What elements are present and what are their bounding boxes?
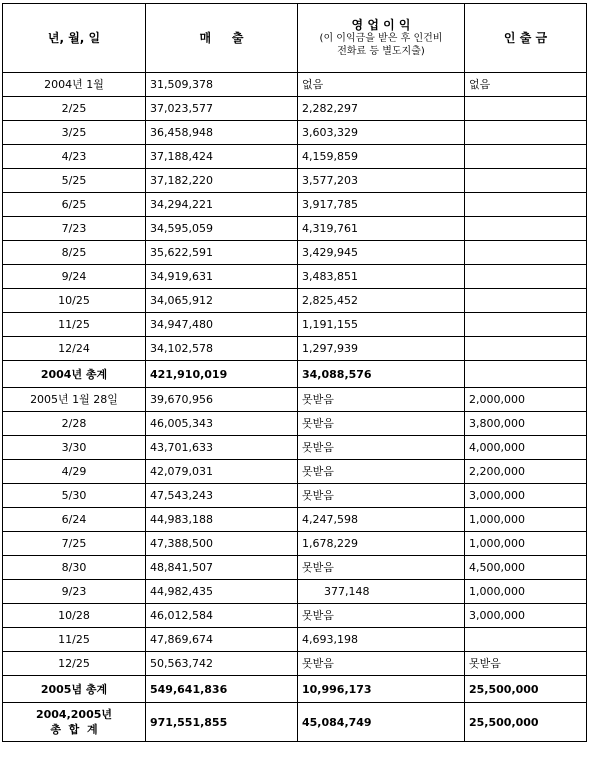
cell-sales: 44,983,188 [146, 508, 298, 532]
cell-date: 11/25 [3, 628, 146, 652]
cell-date: 2/28 [3, 412, 146, 436]
cell-date: 2005념 총계 [3, 676, 146, 703]
table-row [3, 388, 587, 412]
cell-date: 12/24 [3, 337, 146, 361]
header-profit-note-1: (이 이익금을 받은 후 인건비 [319, 32, 443, 44]
cell-withdrawal: 2,000,000 [465, 388, 587, 412]
cell-sales: 44,982,435 [146, 580, 298, 604]
cell-withdrawal [465, 265, 587, 289]
header-withdrawal: 인 출 금 [465, 4, 587, 73]
cell-profit: 2,282,297 [298, 97, 465, 121]
cell-profit: 377,148 [298, 580, 465, 604]
cell-sales: 34,102,578 [146, 337, 298, 361]
cell-profit: 4,319,761 [298, 217, 465, 241]
header-profit [298, 4, 465, 73]
cell-withdrawal: 3,000,000 [465, 484, 587, 508]
cell-withdrawal [465, 145, 587, 169]
cell-withdrawal [465, 169, 587, 193]
total-row-2004 [3, 361, 587, 388]
cell-date: 11/25 [3, 313, 146, 337]
cell-withdrawal [465, 217, 587, 241]
table-row [3, 265, 587, 289]
cell-profit: 10,996,173 [298, 676, 465, 703]
grand-total-row [3, 703, 587, 742]
cell-withdrawal: 4,500,000 [465, 556, 587, 580]
cell-withdrawal [465, 289, 587, 313]
cell-date: 4/29 [3, 460, 146, 484]
cell-sales: 48,841,507 [146, 556, 298, 580]
cell-sales: 46,005,343 [146, 412, 298, 436]
table-row [3, 337, 587, 361]
table-row [3, 412, 587, 436]
cell-sales: 549,641,836 [146, 676, 298, 703]
cell-profit: 4,159,859 [298, 145, 465, 169]
cell-date: 6/24 [3, 508, 146, 532]
table-row [3, 460, 587, 484]
cell-withdrawal: 1,000,000 [465, 580, 587, 604]
cell-withdrawal [465, 121, 587, 145]
table-row [3, 532, 587, 556]
table-row [3, 169, 587, 193]
cell-sales: 43,701,633 [146, 436, 298, 460]
cell-profit: 못받음 [298, 412, 465, 436]
table-row [3, 73, 587, 97]
cell-withdrawal: 없음 [465, 73, 587, 97]
cell-sales: 37,182,220 [146, 169, 298, 193]
table-row [3, 652, 587, 676]
table-row [3, 289, 587, 313]
cell-profit: 3,483,851 [298, 265, 465, 289]
table-row [3, 484, 587, 508]
table-row [3, 217, 587, 241]
cell-withdrawal: 3,800,000 [465, 412, 587, 436]
cell-profit: 1,678,229 [298, 532, 465, 556]
cell-sales: 34,294,221 [146, 193, 298, 217]
cell-profit: 3,429,945 [298, 241, 465, 265]
cell-sales: 47,869,674 [146, 628, 298, 652]
cell-withdrawal: 25,500,000 [465, 703, 587, 742]
cell-withdrawal [465, 628, 587, 652]
cell-date: 2004년 총계 [3, 361, 146, 388]
cell-profit: 못받음 [298, 460, 465, 484]
total-row-2005 [3, 676, 587, 703]
grand-total-label-1: 2004,2005년 [35, 708, 113, 721]
table-row [3, 556, 587, 580]
cell-withdrawal: 2,200,000 [465, 460, 587, 484]
header-row [3, 4, 587, 73]
cell-sales: 36,458,948 [146, 121, 298, 145]
cell-sales: 46,012,584 [146, 604, 298, 628]
cell-withdrawal: 1,000,000 [465, 508, 587, 532]
cell-withdrawal: 4,000,000 [465, 436, 587, 460]
cell-sales: 34,919,631 [146, 265, 298, 289]
cell-date [3, 703, 146, 742]
cell-date: 5/30 [3, 484, 146, 508]
cell-profit: 1,191,155 [298, 313, 465, 337]
ledger-table [2, 3, 587, 742]
header-sales: 매 출 [146, 4, 298, 73]
cell-profit: 못받음 [298, 556, 465, 580]
cell-sales: 421,910,019 [146, 361, 298, 388]
table-row [3, 121, 587, 145]
cell-date: 9/24 [3, 265, 146, 289]
header-profit-title: 영 업 이 익 [351, 17, 411, 32]
cell-profit: 못받음 [298, 484, 465, 508]
cell-profit: 3,577,203 [298, 169, 465, 193]
table-row [3, 580, 587, 604]
cell-withdrawal [465, 193, 587, 217]
cell-withdrawal [465, 361, 587, 388]
cell-date: 2/25 [3, 97, 146, 121]
cell-date: 10/28 [3, 604, 146, 628]
cell-profit: 45,084,749 [298, 703, 465, 742]
table-row [3, 193, 587, 217]
cell-sales: 34,947,480 [146, 313, 298, 337]
cell-withdrawal [465, 337, 587, 361]
table-row [3, 604, 587, 628]
cell-profit: 4,693,198 [298, 628, 465, 652]
table-row [3, 241, 587, 265]
table-row [3, 628, 587, 652]
cell-date: 2004년 1월 [3, 73, 146, 97]
cell-profit: 34,088,576 [298, 361, 465, 388]
cell-sales: 971,551,855 [146, 703, 298, 742]
cell-sales: 34,595,059 [146, 217, 298, 241]
cell-withdrawal [465, 241, 587, 265]
cell-withdrawal: 1,000,000 [465, 532, 587, 556]
cell-withdrawal [465, 313, 587, 337]
cell-profit: 못받음 [298, 436, 465, 460]
header-profit-note-2: 전화료 등 별도지출) [337, 45, 425, 57]
cell-date: 12/25 [3, 652, 146, 676]
cell-profit: 3,603,329 [298, 121, 465, 145]
cell-profit: 2,825,452 [298, 289, 465, 313]
cell-profit: 못받음 [298, 604, 465, 628]
cell-profit: 못받음 [298, 652, 465, 676]
cell-date: 3/25 [3, 121, 146, 145]
table-row [3, 145, 587, 169]
cell-sales: 31,509,378 [146, 73, 298, 97]
cell-sales: 37,023,577 [146, 97, 298, 121]
cell-date: 6/25 [3, 193, 146, 217]
cell-withdrawal: 25,500,000 [465, 676, 587, 703]
cell-withdrawal: 3,000,000 [465, 604, 587, 628]
cell-profit: 없음 [298, 73, 465, 97]
cell-sales: 47,388,500 [146, 532, 298, 556]
table-row [3, 436, 587, 460]
cell-withdrawal [465, 97, 587, 121]
cell-sales: 50,563,742 [146, 652, 298, 676]
cell-date: 8/25 [3, 241, 146, 265]
cell-date: 7/25 [3, 532, 146, 556]
cell-sales: 39,670,956 [146, 388, 298, 412]
cell-withdrawal: 못받음 [465, 652, 587, 676]
cell-date: 4/23 [3, 145, 146, 169]
cell-profit: 4,247,598 [298, 508, 465, 532]
cell-sales: 37,188,424 [146, 145, 298, 169]
cell-sales: 34,065,912 [146, 289, 298, 313]
cell-date: 3/30 [3, 436, 146, 460]
cell-sales: 47,543,243 [146, 484, 298, 508]
cell-date: 2005년 1월 28일 [3, 388, 146, 412]
header-date: 년, 월, 일 [3, 4, 146, 73]
cell-date: 7/23 [3, 217, 146, 241]
table-row [3, 313, 587, 337]
cell-sales: 35,622,591 [146, 241, 298, 265]
cell-date: 5/25 [3, 169, 146, 193]
cell-date: 9/23 [3, 580, 146, 604]
grand-total-label-2: 총 합 계 [50, 723, 98, 736]
cell-date: 10/25 [3, 289, 146, 313]
cell-profit: 1,297,939 [298, 337, 465, 361]
table-row [3, 508, 587, 532]
table-row [3, 97, 587, 121]
cell-date: 8/30 [3, 556, 146, 580]
cell-profit: 못받음 [298, 388, 465, 412]
cell-sales: 42,079,031 [146, 460, 298, 484]
cell-profit: 3,917,785 [298, 193, 465, 217]
